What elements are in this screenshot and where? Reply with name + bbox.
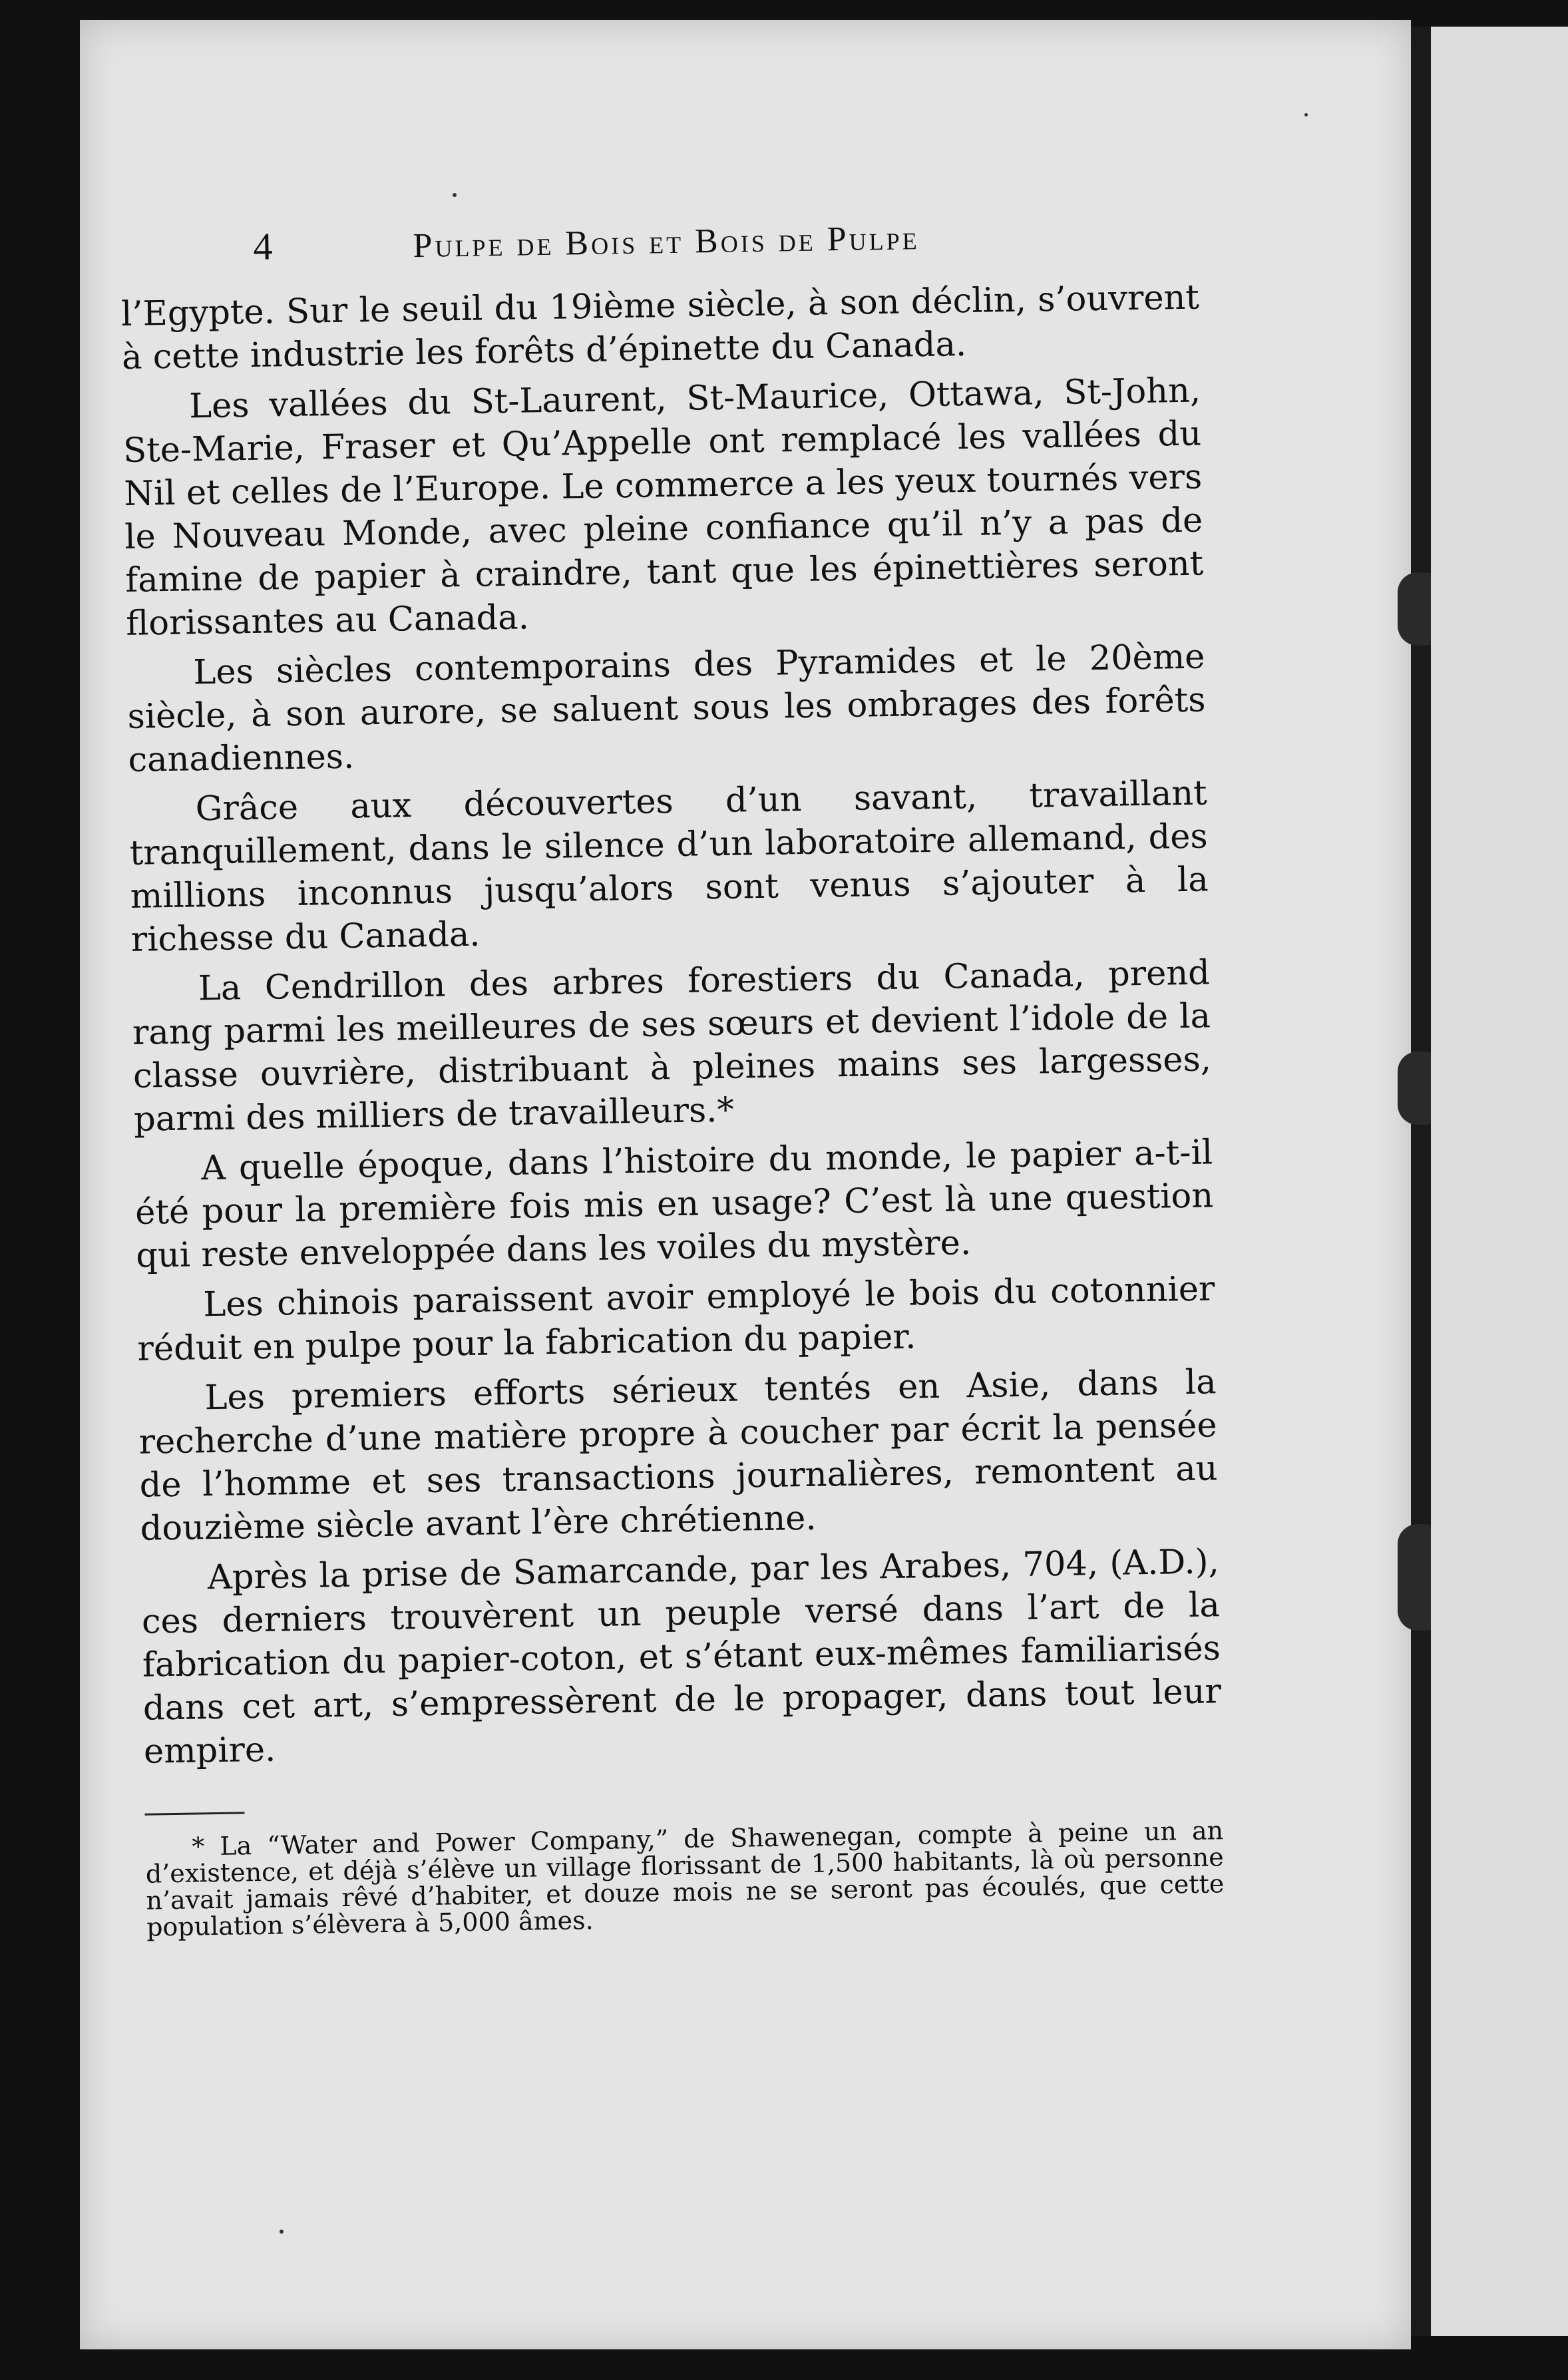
ink-speck: [1304, 113, 1308, 116]
page-text: [120, 210, 1225, 1941]
paragraph: Grâce aux découvertes d’un savant, travaillant tranquillement, dans le silence d’un laboratoire allemand, des millions inconnus jusqu’alors sont venus s’ajouter à la richesse du Canada.: [129, 773, 1209, 960]
page-binding: [1411, 27, 1431, 2336]
paragraph: l’Egypte. Sur le seuil du 19ième siècle, à son déclin, s’ouvrent à cette industrie les forêts d’épinette du Canada.: [120, 278, 1200, 377]
paragraph: A quelle époque, dans l’histoire du monde, le papier a-t-il été pour la première fois mis en usage? C’est là une question qui reste enveloppée dans les voiles du mystère.: [134, 1133, 1214, 1276]
paragraph: Après la prise de Samarcande, par les Arabes, 704, (A.D.), ces derniers trouvèrent un peuple versé dans l’art de la fabrication du papier-coton, et s’étant eux-mêmes familiarisés dans cet art, s’empressèrent de le propager, dans tout leur empire.: [141, 1542, 1222, 1772]
paragraph: Les premiers efforts sérieux tentés en Asie, dans la recherche d’une matière propre à coucher par écrit la pensée de l’homme et ses transactions journalières, remontent au douzième siècle avant l’ère chrétienne.: [138, 1362, 1218, 1549]
paragraph: Les chinois paraissent avoir employé le bois du cotonnier réduit en pulpe pour la fabrication du papier.: [137, 1269, 1215, 1369]
ink-speck: [453, 193, 457, 197]
page-number: 4: [252, 224, 274, 268]
footnote-rule: [144, 1812, 244, 1815]
ink-speck: [280, 2230, 284, 2234]
footnote: * La “Water and Power Company,” de Shawenegan, compte à peine un an d’existence, et déjà s’élève un village florissant de 1,500 habitants, là où personne n’avait jamais rêvé d’habiter, et douze mois ne se seront pas écoulés, que cette population s’élèvera à 5,000 âmes.: [145, 1816, 1225, 1942]
paragraph: Les vallées du St-Laurent, St-Maurice, Ottawa, St-John, Ste-Marie, Fraser et Qu’Appelle ont remplacé les vallées du Nil et celles de l’Europe. Le commerce a les yeux tournés vers le Nouveau Monde, avec pleine confiance qu’il n’y a pas de famine de papier à craindre, tant que les épinettières seront florissantes au Canada.: [122, 371, 1204, 644]
adjacent-page-edge: [1431, 27, 1568, 2336]
running-title: Pulpe de Bois et Bois de Pulpe: [413, 219, 920, 266]
paragraph: La Cendrillon des arbres forestiers du Canada, prend rang parmi les meilleures de ses sœurs et devient l’idole de la classe ouvrière, distribuant à pleines mains ses largesses, parmi des milliers de travailleurs.*: [132, 953, 1212, 1139]
paragraph: Les siècles contemporains des Pyramides et le 20ème siècle, à son aurore, se saluent sous les ombrages des forêts canadiennes.: [127, 637, 1206, 780]
